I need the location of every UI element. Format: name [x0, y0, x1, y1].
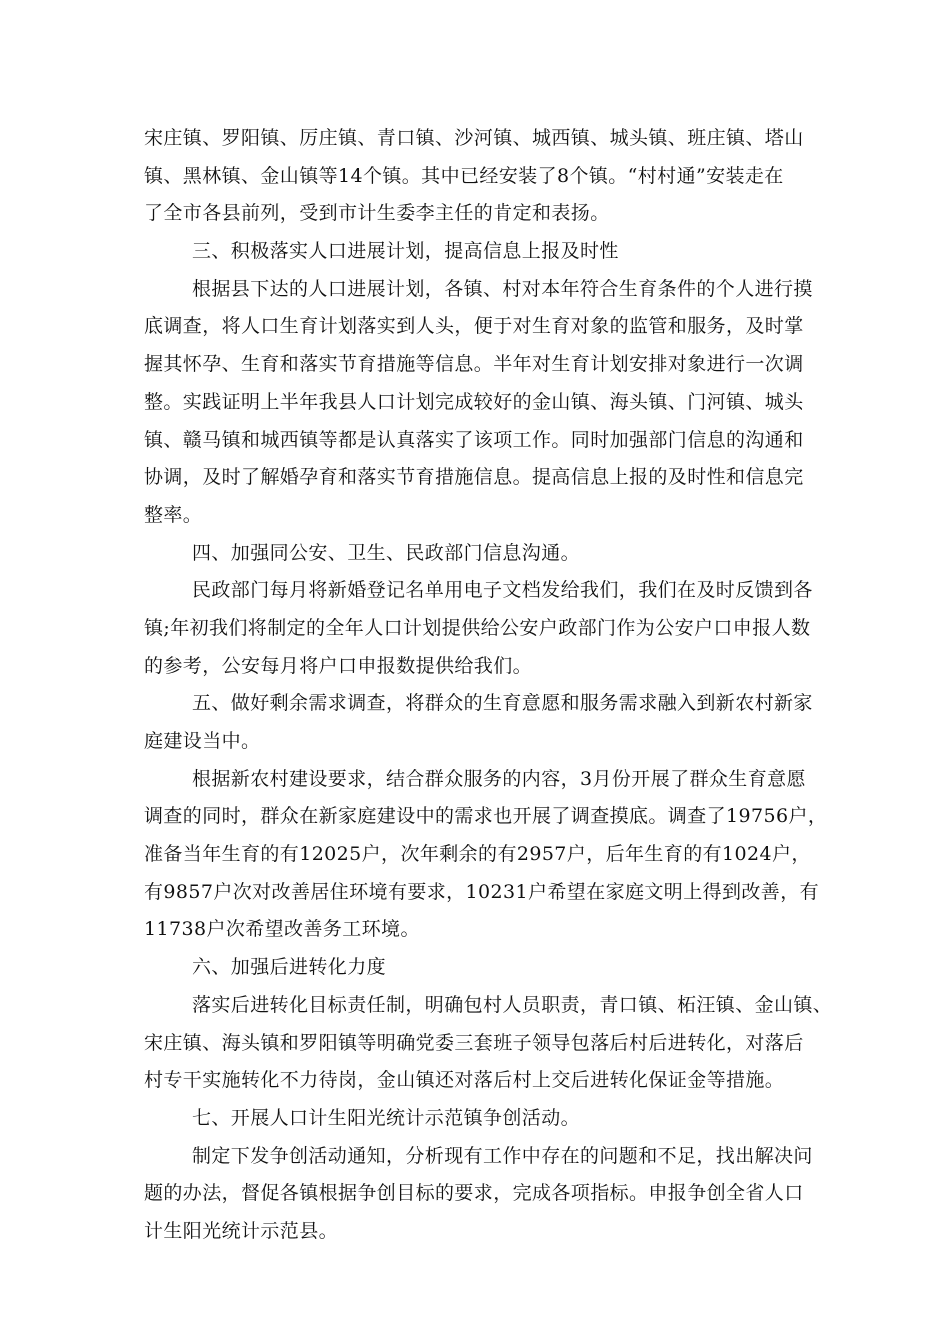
- text-line: 调查的同时，群众在新家庭建设中的需求也开展了调查摸底。调查了19756户，: [144, 805, 828, 828]
- text-line: 有9857户次对改善居住环境有要求，10231户希望在家庭文明上得到改善，有: [144, 880, 819, 903]
- text-line: 根据新农村建设要求，结合群众服务的内容，3月份开展了群众生育意愿: [192, 767, 806, 790]
- text-line: 准备当年生育的有12025户，次年剩余的有2957户，后年生育的有1024户，: [144, 843, 811, 866]
- text-line: 握其怀孕、生育和落实节育措施等信息。半年对生育计划安排对象进行一次调: [144, 353, 804, 376]
- text-line: 11738户次希望改善务工环境。: [144, 918, 420, 941]
- text-line: 整率。: [144, 503, 203, 526]
- text-line: 民政部门每月将新婚登记名单用电子文档发给我们，我们在及时反馈到各: [192, 579, 813, 602]
- text-line: 村专干实施转化不力待岗，金山镇还对落后村上交后进转化保证金等措施。: [144, 1069, 785, 1092]
- text-line: 根据县下达的人口进展计划，各镇、村对本年符合生育条件的个人进行摸: [192, 277, 813, 300]
- text-line: 镇、赣马镇和城西镇等都是认真落实了该项工作。同时加强部门信息的沟通和: [144, 428, 804, 451]
- text-line: 协调，及时了解婚孕育和落实节育措施信息。提高信息上报的及时性和信息完: [144, 466, 804, 489]
- text-line: 五、做好剩余需求调查，将群众的生育意愿和服务需求融入到新农村新家: [192, 692, 813, 715]
- text-line: 整。实践证明上半年我县人口计划完成较好的金山镇、海头镇、门河镇、城头: [144, 390, 804, 413]
- text-line: 镇、黑林镇、金山镇等14个镇。其中已经安装了8个镇。“村村通”安装走在: [144, 164, 784, 187]
- text-line: 七、开展人口计生阳光统计示范镇争创活动。: [192, 1106, 581, 1129]
- text-line: 题的办法，督促各镇根据争创目标的要求，完成各项指标。申报争创全省人口: [144, 1182, 804, 1205]
- text-line: 制定下发争创活动通知，分析现有工作中存在的问题和不足，找出解决问: [192, 1144, 813, 1167]
- text-line: 计生阳光统计示范县。: [144, 1219, 339, 1242]
- text-line: 底调查，将人口生育计划落实到人头，便于对生育对象的监管和服务，及时掌: [144, 315, 804, 338]
- text-line: 六、加强后进转化力度: [192, 956, 387, 979]
- text-line: 三、积极落实人口进展计划，提高信息上报及时性: [192, 240, 619, 263]
- text-line: 的参考，公安每月将户口申报数提供给我们。: [144, 654, 533, 677]
- document-body: [144, 120, 833, 1251]
- text-line: 落实后进转化目标责任制，明确包村人员职责，青口镇、柘汪镇、金山镇、: [192, 993, 833, 1016]
- text-line: 宋庄镇、罗阳镇、厉庄镇、青口镇、沙河镇、城西镇、城头镇、班庄镇、塔山: [144, 127, 804, 149]
- text-line: 了全市各县前列，受到市计生委李主任的肯定和表扬。: [144, 202, 610, 225]
- text-line: 庭建设当中。: [144, 730, 261, 752]
- text-line: 镇;年初我们将制定的全年人口计划提供给公安户政部门作为公安户口申报人数: [144, 616, 811, 639]
- text-line: 四、加强同公安、卫生、民政部门信息沟通。: [192, 541, 581, 564]
- text-line: 宋庄镇、海头镇和罗阳镇等明确党委三套班子领导包落后村后进转化，对落后: [144, 1031, 804, 1054]
